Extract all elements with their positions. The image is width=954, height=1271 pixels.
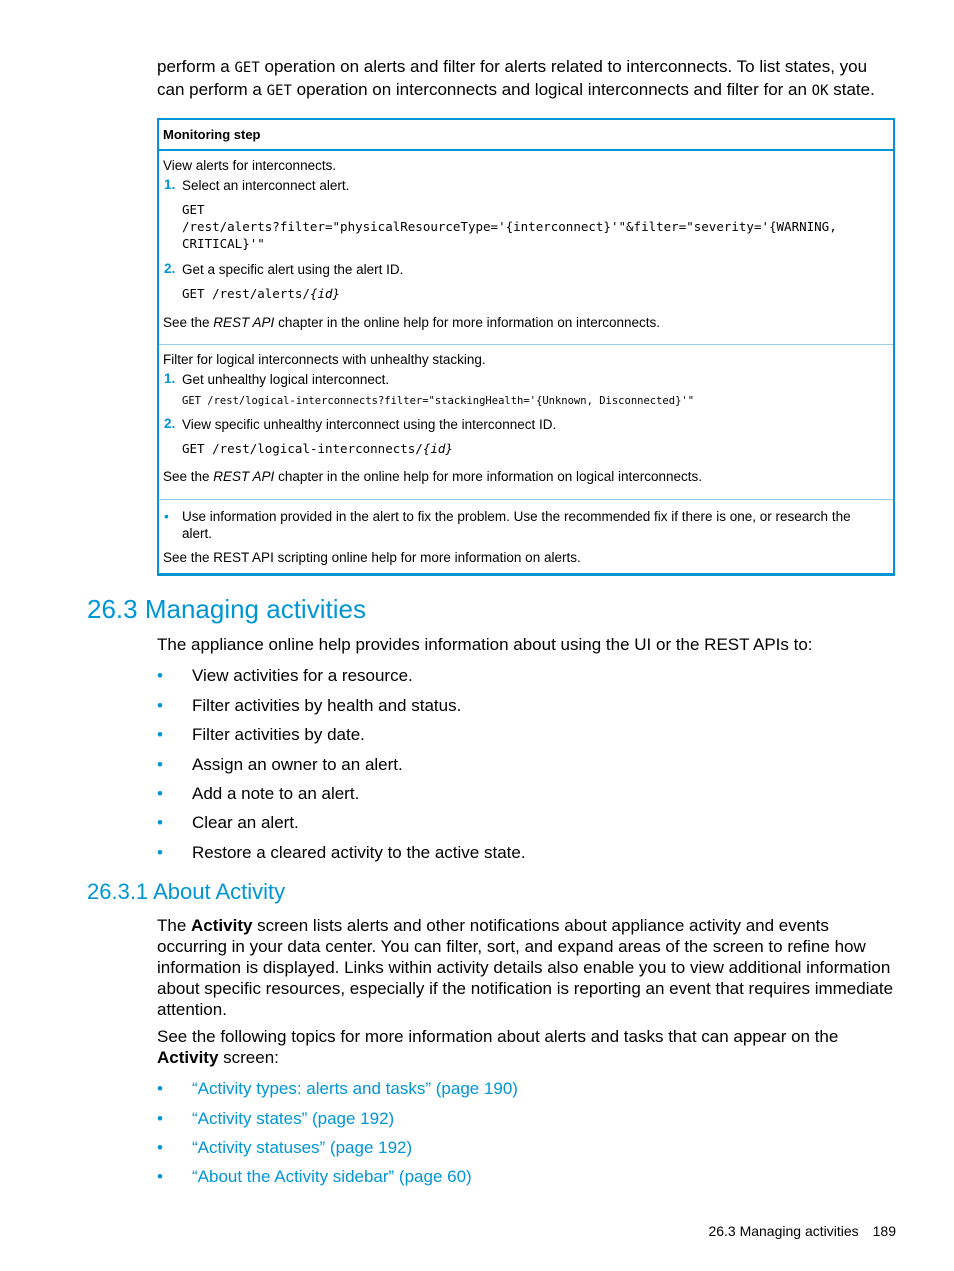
para-bold: Activity bbox=[157, 1048, 219, 1067]
row-divider bbox=[159, 499, 893, 500]
step-lead: View alerts for interconnects. bbox=[163, 158, 337, 173]
subsection-heading: 26.3.1 About Activity bbox=[87, 879, 286, 904]
step-number: 1. bbox=[164, 177, 176, 192]
intro-text: perform a bbox=[157, 57, 235, 76]
table-header bbox=[159, 120, 893, 151]
list-item: Add a note to an alert. bbox=[192, 784, 360, 803]
footer-title: 26.3 Managing activities bbox=[708, 1223, 859, 1239]
para-text: screen: bbox=[218, 1048, 279, 1067]
note-text: chapter in the online help for more information on interconnects. bbox=[274, 315, 661, 330]
intro-paragraph bbox=[157, 56, 899, 102]
code-line bbox=[182, 440, 453, 457]
intro-text: operation on alerts and filter for alerts related to interconnects. To list states, you can perform a bbox=[157, 57, 868, 99]
topics-intro bbox=[157, 1026, 899, 1068]
code-line: GET /rest/logical-interconnects?filter="stackingHealth='{Unknown, Disconnected}'" bbox=[182, 395, 695, 407]
bullet: • bbox=[157, 1167, 163, 1186]
step-text: Use information provided in the alert to fix the problem. Use the recommended fix if there is one, or research the bbox=[182, 509, 851, 524]
code-param: {id} bbox=[422, 441, 453, 456]
bullet: • bbox=[157, 696, 163, 715]
code-line: /rest/alerts?filter="physicalResourceType='{interconnect}'"&filter="severity='{WARNING, bbox=[182, 219, 837, 234]
step-text: Get unhealthy logical interconnect. bbox=[182, 372, 390, 387]
section-intro: The appliance online help provides information about using the UI or the REST APIs to: bbox=[157, 635, 813, 654]
bullet: • bbox=[157, 813, 163, 832]
list-item: Filter activities by date. bbox=[192, 725, 365, 744]
step-note bbox=[163, 468, 702, 485]
step-number: 2. bbox=[164, 261, 176, 276]
note-emphasis: REST API bbox=[213, 469, 275, 484]
code-path: GET /rest/alerts/ bbox=[182, 286, 310, 301]
bullet: • bbox=[157, 1138, 163, 1157]
list-item: Filter activities by health and status. bbox=[192, 696, 462, 715]
step-text: alert. bbox=[182, 526, 213, 541]
activity-description bbox=[157, 915, 899, 1020]
inline-code: GET bbox=[266, 83, 292, 99]
bullet: • bbox=[157, 1109, 163, 1128]
para-bold: Activity bbox=[191, 916, 253, 935]
bullet: • bbox=[157, 843, 163, 862]
table-header-label: Monitoring step bbox=[163, 127, 261, 142]
list-item: Restore a cleared activity to the active state. bbox=[192, 843, 526, 862]
code-line bbox=[182, 285, 340, 302]
intro-text: state. bbox=[828, 80, 875, 99]
para-text: screen lists alerts and other notifications about appliance activity and events occurring in your data center. You can filter, sort, and expand areas of the screen to refine how information is displayed. Links within activity details also enable you to view additional information about specific resources, especially if the notification is reporting an event that requires immediate attention. bbox=[157, 916, 894, 1019]
step-lead: Filter for logical interconnects with unhealthy stacking. bbox=[163, 352, 486, 367]
bullet: • bbox=[157, 755, 163, 774]
step-number: 2. bbox=[164, 416, 176, 431]
code-line: CRITICAL}'" bbox=[182, 236, 265, 251]
note-text: See the bbox=[163, 469, 214, 484]
bullet: • bbox=[157, 725, 163, 744]
inline-code: OK bbox=[811, 83, 829, 99]
bullet: • bbox=[164, 508, 169, 524]
note-text: chapter in the online help for more information on logical interconnects. bbox=[274, 469, 703, 484]
bullet: • bbox=[157, 1079, 163, 1098]
row-divider bbox=[159, 344, 893, 345]
step-number: 1. bbox=[164, 371, 176, 386]
section-heading: 26.3 Managing activities bbox=[87, 594, 366, 624]
inline-code: GET bbox=[234, 60, 260, 76]
bullet: • bbox=[157, 784, 163, 803]
step-text: Select an interconnect alert. bbox=[182, 178, 350, 193]
list-item: View activities for a resource. bbox=[192, 666, 413, 685]
list-item: Clear an alert. bbox=[192, 813, 299, 832]
para-text: The bbox=[157, 916, 192, 935]
step-note bbox=[163, 314, 660, 331]
para-text: See the following topics for more information about alerts and tasks that can appear on the bbox=[157, 1027, 839, 1046]
topic-link[interactable]: “About the Activity sidebar” (page 60) bbox=[192, 1167, 472, 1186]
topic-link[interactable]: “Activity statuses” (page 192) bbox=[192, 1138, 413, 1157]
page-number: 189 bbox=[872, 1223, 896, 1239]
note-emphasis: REST API bbox=[213, 315, 275, 330]
note-text: See the bbox=[163, 315, 214, 330]
list-item: Assign an owner to an alert. bbox=[192, 755, 403, 774]
code-path: GET /rest/logical-interconnects/ bbox=[182, 441, 423, 456]
step-note: See the REST API scripting online help for more information on alerts. bbox=[163, 550, 581, 565]
step-text: View specific unhealthy interconnect using the interconnect ID. bbox=[182, 417, 557, 432]
intro-text: operation on interconnects and logical interconnects and filter for an bbox=[291, 80, 812, 99]
monitoring-step-table bbox=[157, 118, 895, 576]
code-line: GET bbox=[182, 202, 205, 217]
bullet: • bbox=[157, 666, 163, 685]
page-footer bbox=[708, 1223, 896, 1239]
topic-link[interactable]: “Activity types: alerts and tasks” (page 190) bbox=[192, 1079, 518, 1098]
step-text: Get a specific alert using the alert ID. bbox=[182, 262, 404, 277]
code-param: {id} bbox=[309, 286, 341, 301]
topic-link[interactable]: “Activity states” (page 192) bbox=[192, 1109, 395, 1128]
